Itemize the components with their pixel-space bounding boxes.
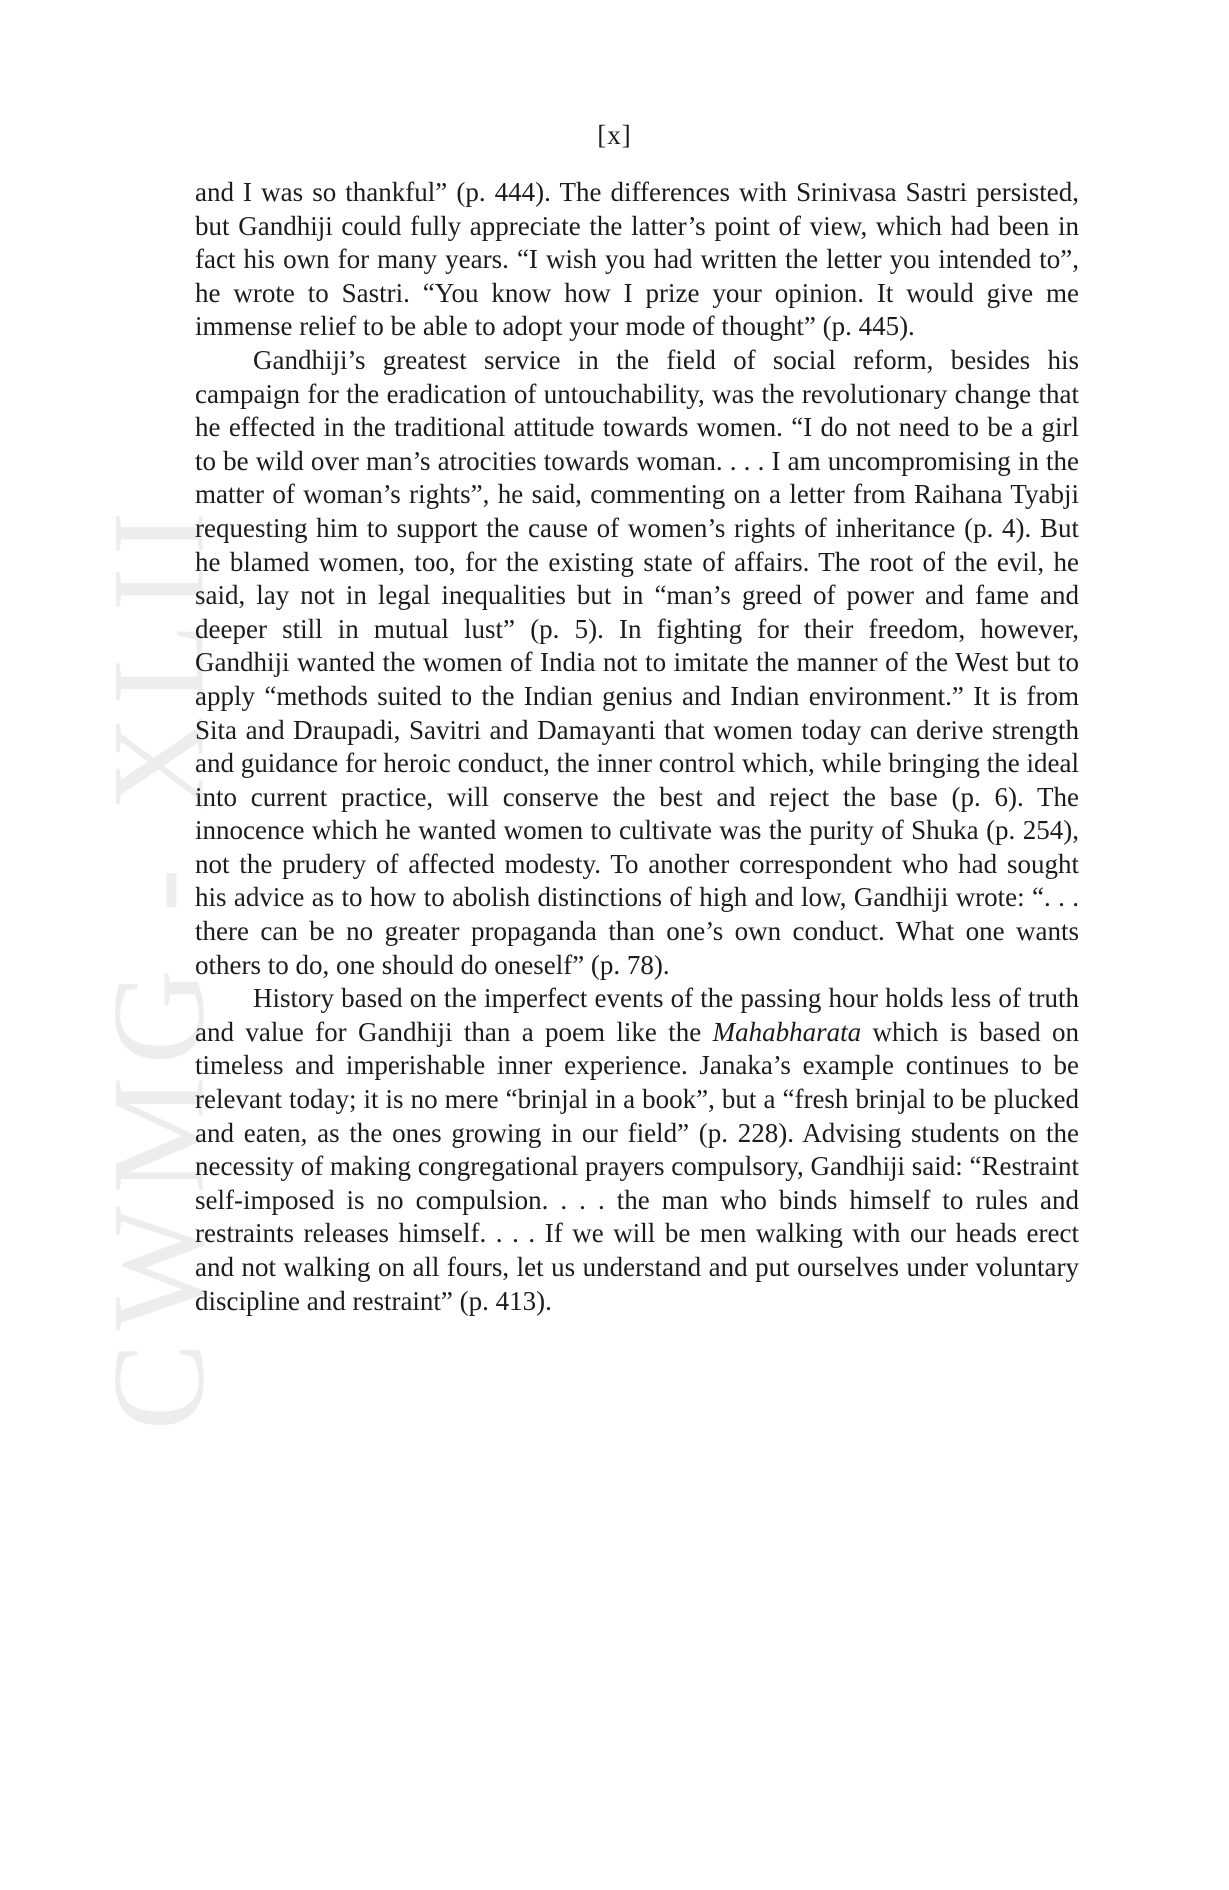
body-text <box>195 176 1079 1318</box>
paragraph <box>195 176 1079 344</box>
paragraph-text: and I was so thankful” (p. 444). The differences with Srinivasa Sastri persisted, but Gandhiji could fully appreciate the latter’s point of view, which had been in fact his own for many years. “I wish you had written the letter you intended to”, he wrote to Sastri. “You know how I prize your opinion. It would give me immense relief to be able to adopt your mode of thought” (p. 445). <box>195 177 1079 342</box>
paragraph-text: History based on the imperfect events of the passing hour holds less of truth and value for Gandhiji than a poem like the <box>195 983 1079 1047</box>
paragraph <box>195 344 1079 982</box>
paragraph-text: which is based on timeless and imperishable inner experience. Janaka’s example continues to be relevant today; it is no mere “brinjal in a book”, but a “fresh brinjal to be plucked and eaten, as the ones growing in our field” (p. 228). Advising students on the necessity of making congregational prayers compulsory, Gandhiji said: “Restraint self-imposed is no compulsion. . . . the man who binds himself to rules and restraints releases himself. . . . If we will be men walking with our heads erect and not walking on all fours, let us understand and put ourselves under voluntary discipline and restraint” (p. 413). <box>195 1016 1079 1316</box>
watermark-text: CWMG - XLII <box>84 499 232 1431</box>
book-title: Mahabharata <box>712 1016 862 1047</box>
page-number: [x] <box>597 120 632 150</box>
paragraph <box>195 982 1079 1318</box>
paragraph-text: Gandhiji’s greatest service in the field of social reform, besides his campaign for the eradication of untouchability, was the revolutionary change that he effected in the traditional attitude towards women. “I do not need to be a girl to be wild over man’s atrocities towards woman. . . . I am uncompromising in the matter of woman’s rights”, he said, commenting on a letter from Raihana Tyabji requesting him to support the cause of women’s rights of inheritance (p. 4). But he blamed women, too, for the existing state of affairs. The root of the evil, he said, lay not in legal inequalities but in “man’s greed of power and fame and deeper still in mutual lust” (p. 5). In fighting for their freedom, however, Gandhiji wanted the women of India not to imitate the manner of the West but to apply “methods suited to the Indian genius and Indian environment.” It is from Sita and Draupadi, Savitri and Damayanti that women today can derive strength and guidance for heroic conduct, the inner control which, while bringing the ideal into current practice, will conserve the best and reject the base (p. 6). The innocence which he wanted women to cultivate was the purity of Shuka (p. 254), not the prudery of affected modesty. To another correspondent who had sought his advice as to how to abolish distinctions of high and low, Gandhiji wrote: “. . . there can be no greater propaganda than one’s own conduct. What one wants others to do, one should do oneself” (p. 78). <box>195 344 1079 980</box>
